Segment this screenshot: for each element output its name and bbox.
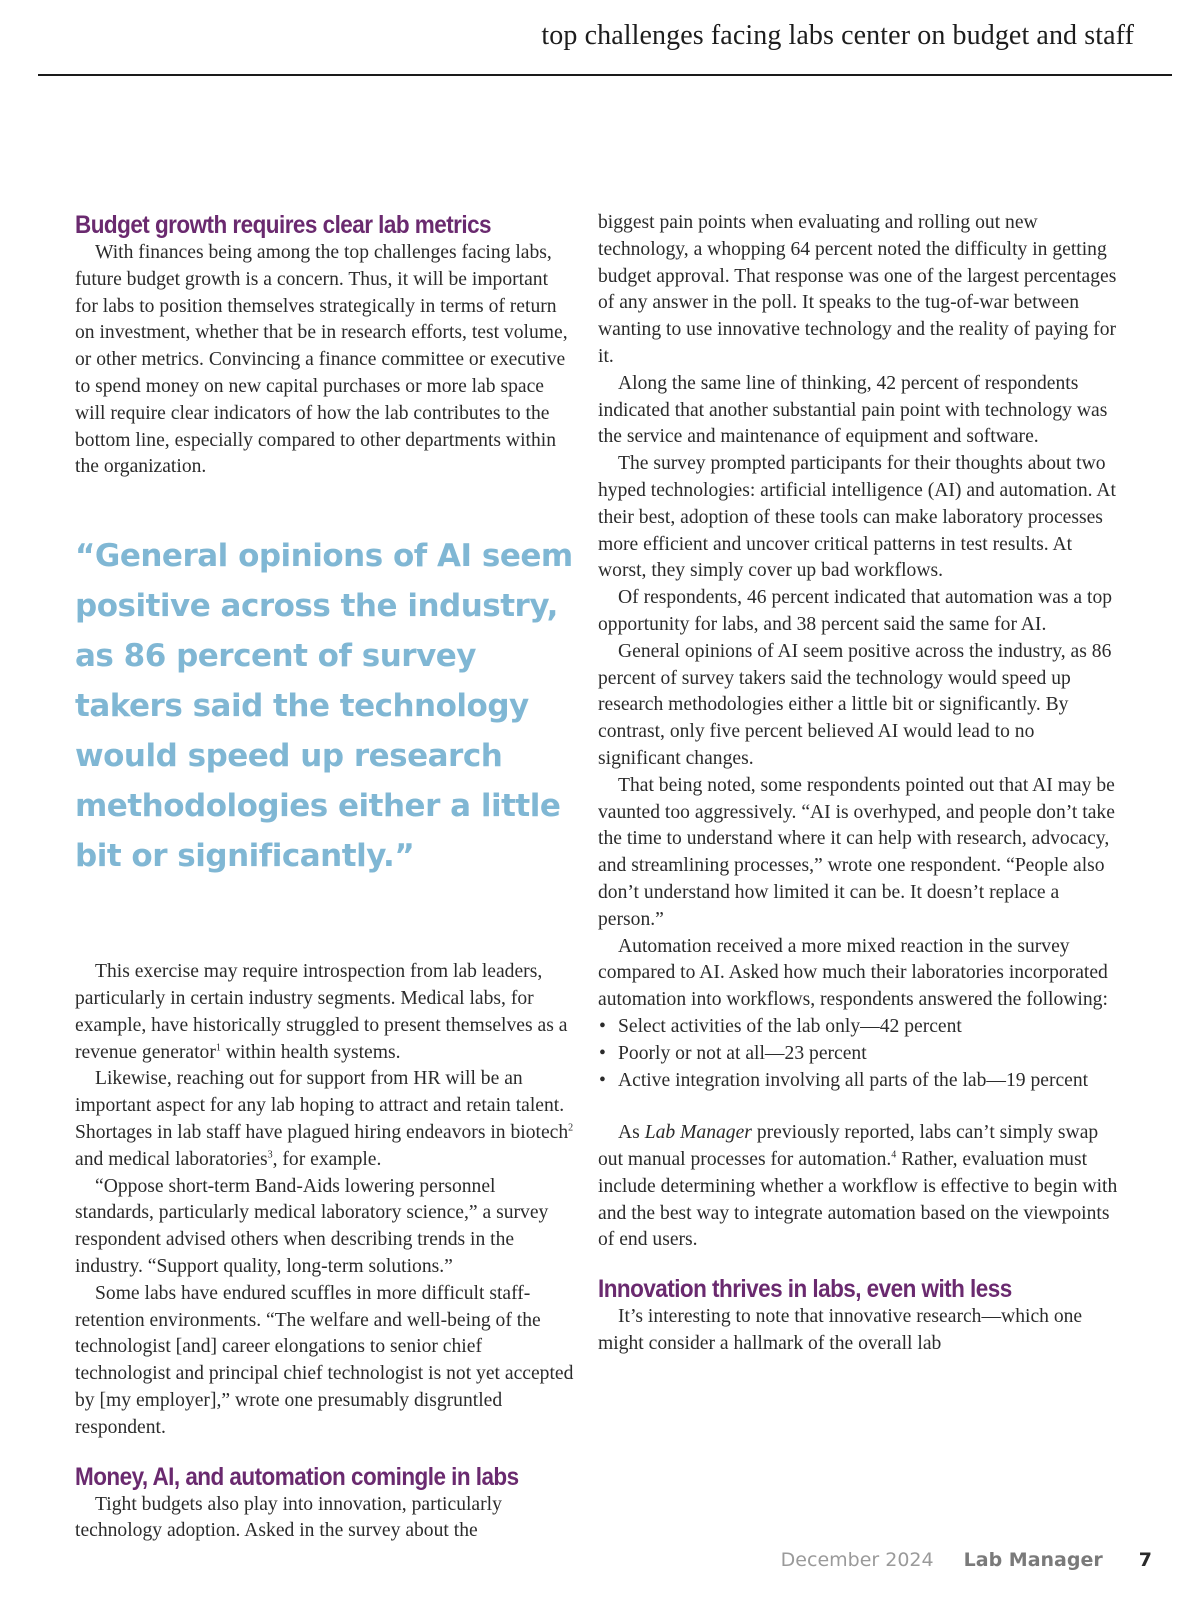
list-item: • Active integration involving all parts of the lab—19 percent [598, 1068, 1118, 1095]
paragraph: Some labs have endured scuffles in more difficult staff-retention environments. “The welfare and well-being of the technologist [and] career elongations to senior chief technologist and principal chief technologist is not yet accepted by [my employer],” wrote one presumably disgruntled respondent. [75, 1282, 574, 1438]
paragraph: biggest pain points when evaluating and rolling out new technology, a whopping 64 percent noted the difficulty in getting budget approval. That response was one of the largest percentages of any answer in the poll. It speaks to the tug-of-war between wanting to use innovative technology and the reality of paying for it. [598, 212, 1117, 367]
page-number: 7 [1138, 1549, 1152, 1571]
list-item: • Poorly or not at all—23 percent [598, 1041, 1118, 1068]
paragraph: This exercise may require introspection from lab leaders, particularly in certain industry segments. Medical labs, for example, have historically struggled to present themselves as a revenue generator$^1$ within health systems. [75, 961, 568, 1063]
paragraph: With finances being among the top challenges facing labs, future budget growth is a concern. Thus, it will be important for labs to position themselves strategically in terms of return on investment, whether that be in research efforts, test volume, or other metrics. Convincing a finance committee or executive to spend money on new capital purchases or more lab space will require clear indicators of how the lab contributes to the bottom line, especially compared to other departments within the organization. [75, 242, 568, 478]
paragraph: The survey prompted participants for their thoughts about two hyped technologies: artificial intelligence (AI) and automation. At their best, adoption of these tools can make laboratory processes more efficient and uncover critical patterns in test results. At worst, they simply cover up bad workflows. [598, 453, 1116, 582]
paragraph: Tight budgets also play into innovation, particularly technology adoption. Asked in the survey about the [75, 1493, 502, 1542]
footnote-ref: 4 [891, 1149, 897, 1161]
left-column [75, 210, 575, 1545]
paragraph: Of respondents, 46 percent indicated that automation was a top opportunity for labs, and 38 percent said the same for AI. [598, 587, 1113, 635]
section-heading-innovation: Innovation thrives in labs, even with less [598, 1275, 1012, 1304]
paragraph: As Lab Manager previously reported, labs can’t simply swap out manual processes for automation.$^4$ Rather, evaluation must include determining whether a workflow is effective to begin with and the best way to integrate automation based on the viewpoints of end users. [598, 1122, 1118, 1251]
right-column [598, 210, 1118, 1358]
magazine-brand: Lab Manager [963, 1549, 1103, 1571]
paragraph: Along the same line of thinking, 42 percent of respondents indicated that another substantial pain point with technology was the service and maintenance of equipment and software. [598, 372, 1108, 448]
section-heading-money-ai-automation: Money, AI, and automation comingle in labs [75, 1462, 519, 1491]
paragraph: Likewise, reaching out for support from HR will be an important aspect for any lab hoping to attract and retain talent. Shortages in lab staff have plagued hiring endeavors in biotech$^2$ and medical laboratories$^3$, for example. [75, 1068, 574, 1170]
paragraph: That being noted, some respondents pointed out that AI may be vaunted too aggressively. “AI is overhyped, and people don’t take the time to understand where it can help with research, advocacy, and streamlining processes,” wrote one respondent. “People also don’t understand how limited it can be. It doesn’t replace a person.” [598, 774, 1115, 930]
section-heading-budget-growth: Budget growth requires clear lab metrics [75, 211, 492, 239]
footnote-ref: 3 [267, 1149, 273, 1161]
paragraph: “Oppose short-term Band-Aids lowering personnel standards, particularly medical laboratory science,” a survey respondent advised others when describing trends in the industry. “Support quality, long-term solutions.” [75, 1175, 549, 1277]
paragraph: Automation received a more mixed reaction in the survey compared to AI. Asked how much their laboratories incorporated automation into workflows, respondents answered the following: [598, 935, 1108, 1011]
list-item: • Select activities of the lab only—42 percent [598, 1014, 1118, 1041]
footnote-ref: 2 [568, 1122, 574, 1134]
pull-quote: “General opinions of AI seem positive across the industry, as 86 percent of survey takers said the technology would speed up research methodologies either a little bit or significantly.” [75, 538, 573, 875]
paragraph: General opinions of AI seem positive across the industry, as 86 percent of survey takers said the technology would speed up research methodologies either a little bit or significantly. By contrast, only five percent believed AI would lead to no significant changes. [598, 640, 1112, 769]
running-header-title: top challenges facing labs center on budget and staff [541, 20, 1134, 51]
publication-name: Lab Manager [644, 1122, 752, 1144]
header-divider [38, 74, 1172, 76]
issue-date: December 2024 [780, 1549, 934, 1571]
page-footer [781, 1549, 1152, 1571]
paragraph: It’s interesting to note that innovative research—which one might consider a hallmark of the overall lab [598, 1306, 1083, 1355]
automation-results-list [598, 1014, 1118, 1094]
footnote-ref: 1 [215, 1042, 221, 1054]
